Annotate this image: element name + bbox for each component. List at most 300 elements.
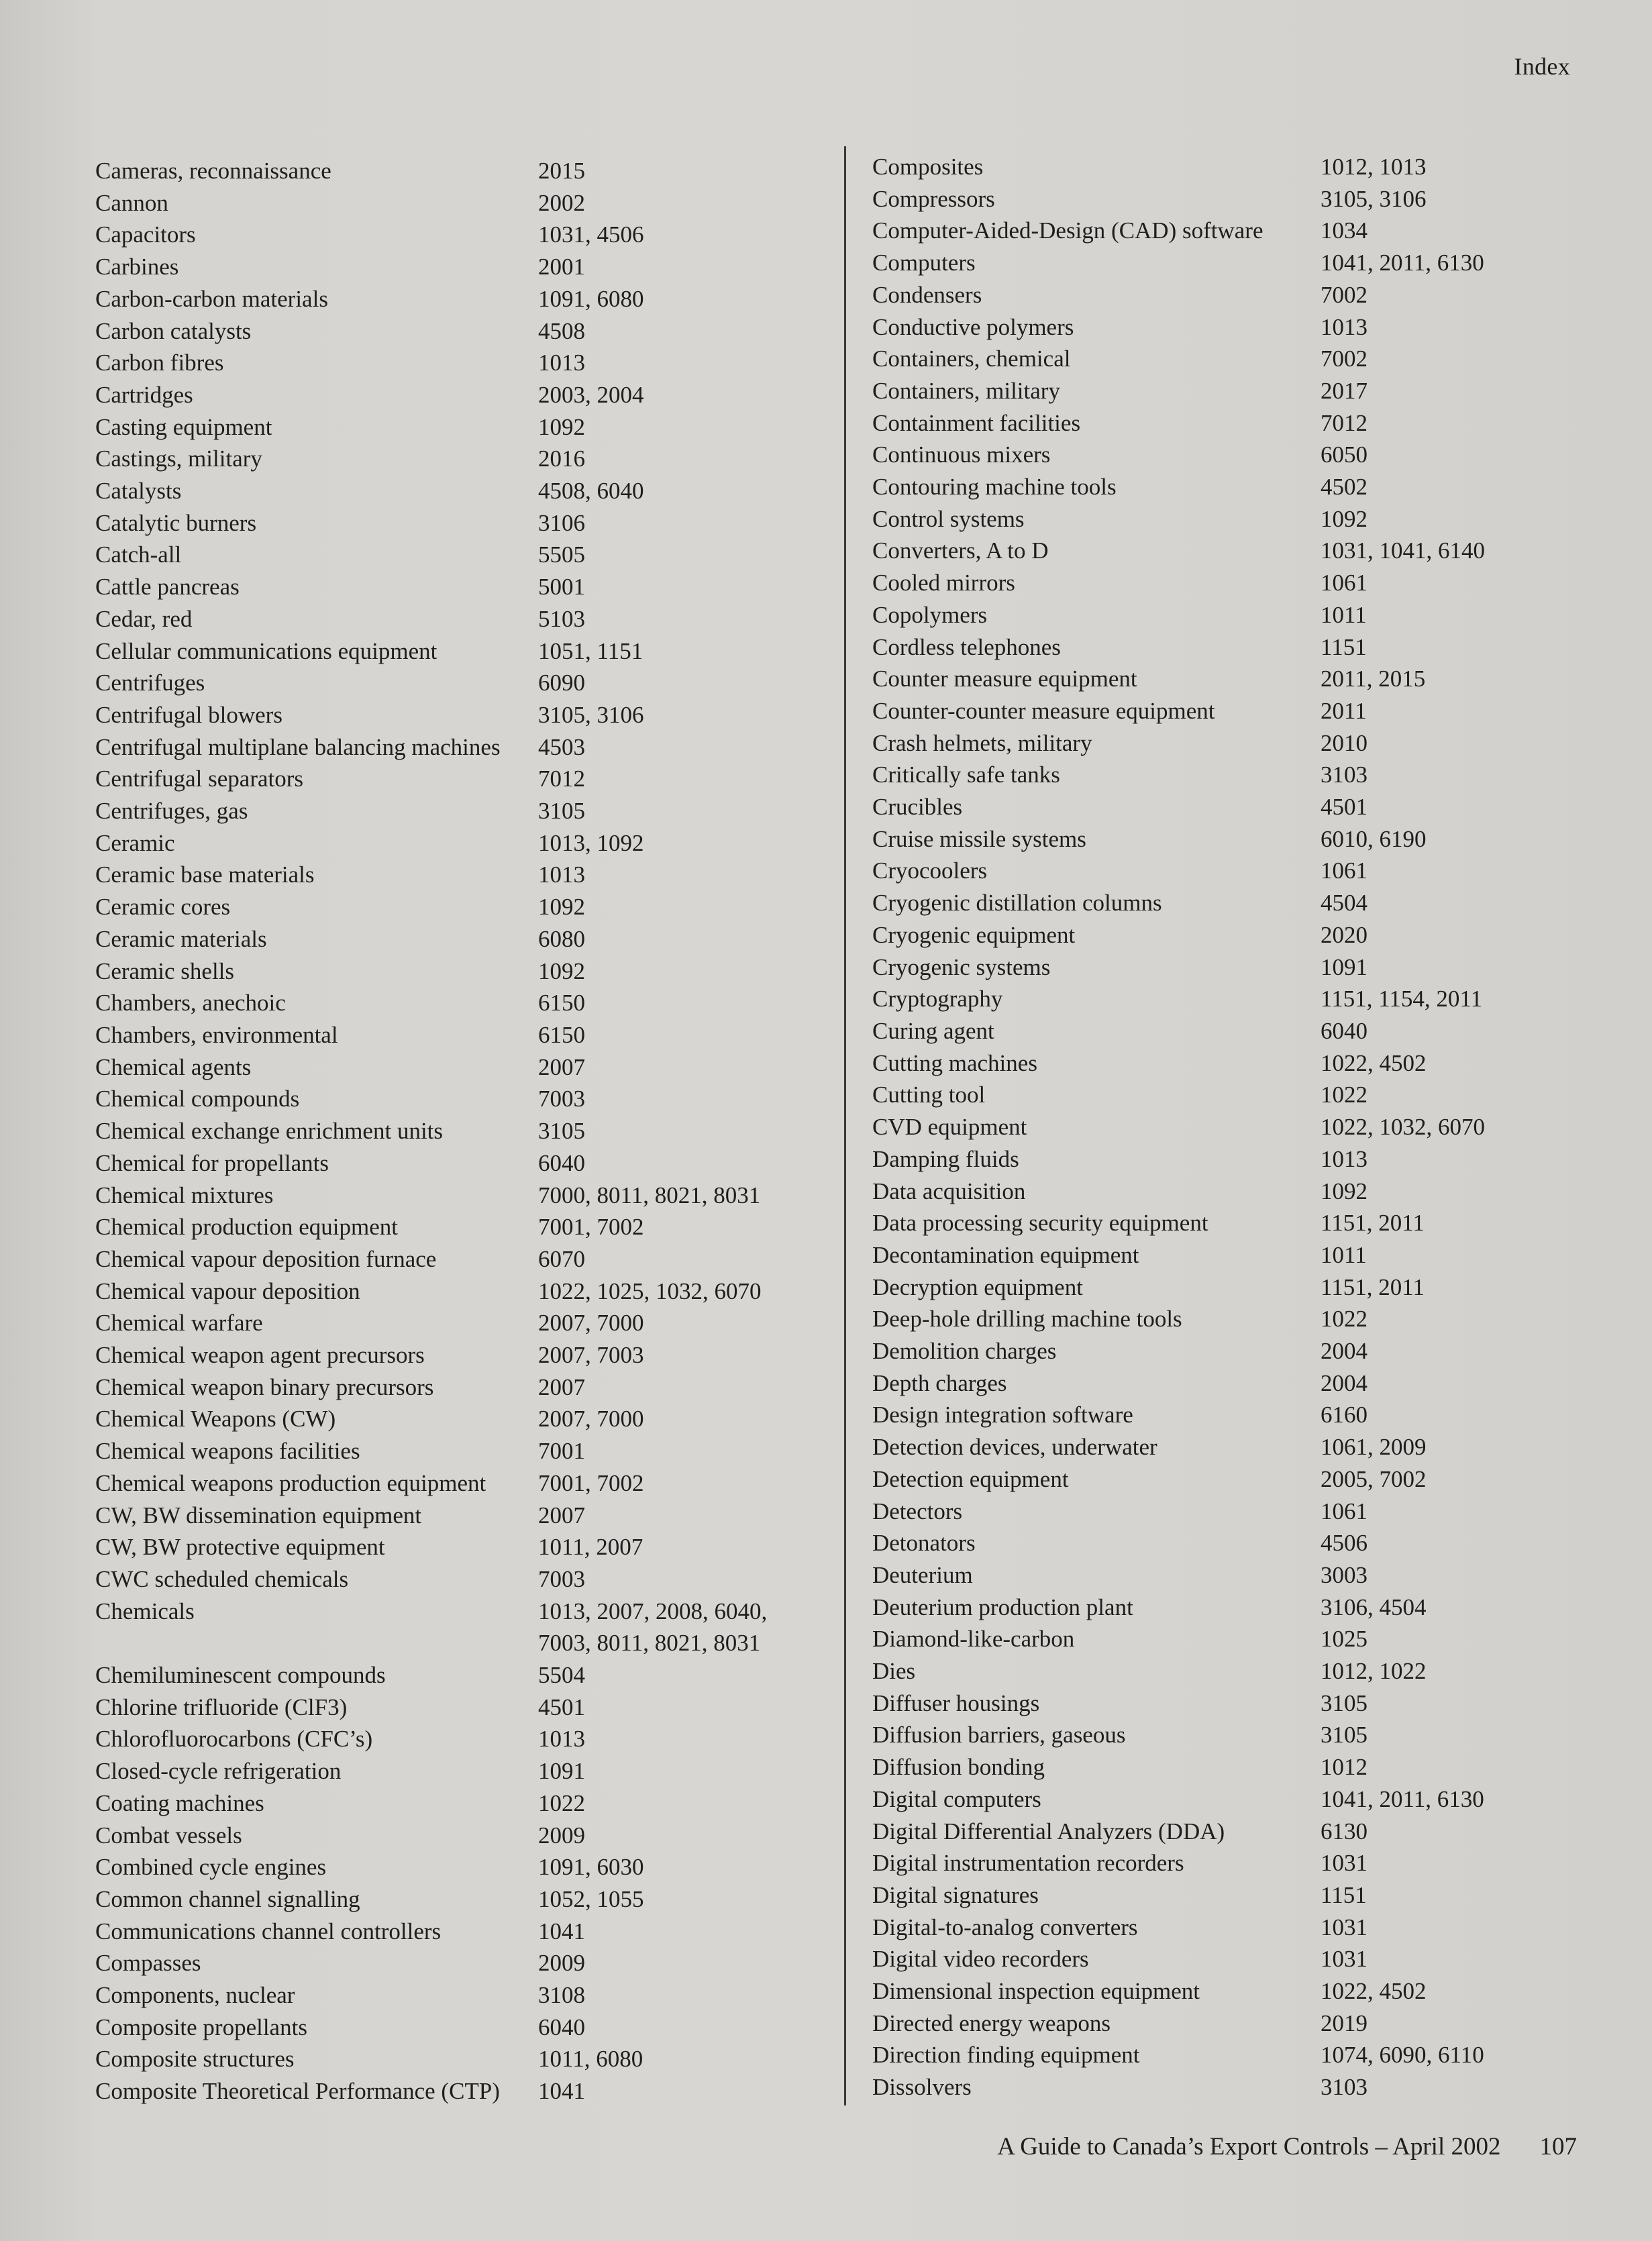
index-term: Digital video recorders bbox=[872, 1946, 1089, 1973]
control-list-codes: 1041 bbox=[538, 2078, 585, 2105]
page-number: 107 bbox=[1539, 2133, 1577, 2160]
index-term: Control systems bbox=[872, 505, 1025, 532]
index-entry bbox=[95, 347, 820, 379]
index-entry bbox=[872, 151, 1584, 183]
control-list-codes: 2004 bbox=[1321, 1338, 1367, 1365]
index-term: Counter-counter measure equipment bbox=[872, 697, 1215, 724]
index-term: Detectors bbox=[872, 1498, 963, 1524]
index-entry bbox=[872, 855, 1584, 887]
index-term: Ceramic base materials bbox=[95, 862, 315, 888]
index-entry bbox=[95, 1947, 820, 1979]
index-entry bbox=[872, 1496, 1584, 1528]
index-term: Cartridges bbox=[95, 381, 193, 408]
control-list-codes: 3105, 3106 bbox=[1321, 185, 1427, 212]
control-list-codes: 6040 bbox=[1321, 1017, 1367, 1044]
index-entry bbox=[872, 407, 1584, 439]
index-term: Casting equipment bbox=[95, 413, 272, 440]
index-term: Design integration software bbox=[872, 1402, 1133, 1428]
index-entry bbox=[95, 923, 820, 955]
page-footer bbox=[997, 2132, 1577, 2161]
index-entry bbox=[872, 1655, 1584, 1687]
index-entry bbox=[872, 1367, 1584, 1400]
index-term: Deep-hole drilling machine tools bbox=[872, 1306, 1182, 1333]
index-term: Chemical agents bbox=[95, 1053, 252, 1080]
control-list-codes: 2004 bbox=[1321, 1369, 1367, 1396]
index-entry bbox=[872, 375, 1584, 407]
control-list-codes: 7002 bbox=[1321, 281, 1367, 308]
control-list-codes: 2005, 7002 bbox=[1321, 1465, 1427, 1492]
control-list-codes: 1013 bbox=[538, 1726, 585, 1753]
index-entry bbox=[872, 1912, 1584, 1944]
index-entry bbox=[872, 1816, 1584, 1848]
index-entry bbox=[95, 1563, 820, 1596]
index-term: Diamond-like-carbon bbox=[872, 1626, 1075, 1653]
publication-title: A Guide to Canada’s Export Controls – April 2002 bbox=[997, 2133, 1501, 2160]
control-list-codes: 4506 bbox=[1321, 1530, 1367, 1557]
control-list-codes: 1092 bbox=[538, 957, 585, 984]
index-term: Converters, A to D bbox=[872, 537, 1049, 564]
index-term: Ceramic materials bbox=[95, 925, 267, 952]
control-list-codes: 2007 bbox=[538, 1502, 585, 1528]
index-entry bbox=[872, 1975, 1584, 2008]
control-list-codes: 1013 bbox=[1321, 1145, 1367, 1172]
index-entry bbox=[95, 1243, 820, 1275]
index-term: Composite propellants bbox=[95, 2014, 307, 2040]
index-term: Carbines bbox=[95, 254, 179, 280]
index-entry bbox=[872, 1463, 1584, 1496]
index-entry bbox=[872, 1879, 1584, 1912]
control-list-codes: 3105 bbox=[1321, 1689, 1367, 1716]
index-term: Detection equipment bbox=[872, 1465, 1069, 1492]
index-entry bbox=[95, 539, 820, 571]
index-entry bbox=[95, 859, 820, 891]
control-list-codes: 5103 bbox=[538, 605, 585, 632]
index-entry bbox=[872, 1047, 1584, 1080]
index-term: Directed energy weapons bbox=[872, 2010, 1111, 2036]
control-list-codes: 1022 bbox=[538, 1789, 585, 1816]
index-entry bbox=[95, 731, 820, 764]
index-entry bbox=[872, 1111, 1584, 1143]
index-term: Composite Theoretical Performance (CTP) bbox=[95, 2078, 500, 2105]
control-list-codes: 1052, 1055 bbox=[538, 1885, 644, 1912]
control-list-codes: 1022 bbox=[1321, 1082, 1367, 1108]
index-term: Cannon bbox=[95, 189, 168, 216]
control-list-codes: 1151, 2011 bbox=[1321, 1273, 1425, 1300]
control-list-codes: 2020 bbox=[1321, 921, 1367, 948]
index-entry bbox=[872, 727, 1584, 760]
index-term: Digital Differential Analyzers (DDA) bbox=[872, 1818, 1225, 1844]
index-column-left bbox=[95, 155, 820, 2107]
control-list-codes: 3003 bbox=[1321, 1561, 1367, 1588]
control-list-codes: 3103 bbox=[1321, 2074, 1367, 2101]
index-entry bbox=[872, 1271, 1584, 1304]
control-list-codes: 6150 bbox=[538, 1021, 585, 1048]
control-list-codes: 7001, 7002 bbox=[538, 1469, 644, 1496]
index-entry bbox=[95, 667, 820, 699]
index-entry bbox=[95, 507, 820, 539]
index-term: Centrifugal multiplane balancing machines bbox=[95, 733, 501, 760]
index-term: Data processing security equipment bbox=[872, 1210, 1208, 1237]
index-term: Data acquisition bbox=[872, 1178, 1026, 1204]
index-entry bbox=[95, 1820, 820, 1852]
control-list-codes: 1022, 1025, 1032, 6070 bbox=[538, 1278, 762, 1304]
index-term: CWC scheduled chemicals bbox=[95, 1565, 349, 1592]
index-entry bbox=[95, 283, 820, 315]
control-list-codes: 1011, 6080 bbox=[538, 2046, 643, 2073]
index-term: Chemical compounds bbox=[95, 1086, 300, 1112]
index-term: Dies bbox=[872, 1658, 916, 1685]
index-term: Chemical mixtures bbox=[95, 1182, 274, 1208]
index-entry bbox=[872, 1751, 1584, 1783]
index-entry bbox=[872, 247, 1584, 279]
index-entry bbox=[95, 2075, 820, 2107]
control-list-codes: 6130 bbox=[1321, 1818, 1367, 1844]
control-list-codes: 2003, 2004 bbox=[538, 381, 644, 408]
index-entry bbox=[95, 1211, 820, 1243]
index-term: Containers, chemical bbox=[872, 346, 1071, 372]
index-entry bbox=[872, 2039, 1584, 2071]
control-list-codes: 6090 bbox=[538, 670, 585, 696]
control-list-codes: 1022, 4502 bbox=[1321, 1978, 1427, 2005]
control-list-codes: 2007, 7000 bbox=[538, 1310, 644, 1337]
index-entry bbox=[872, 1527, 1584, 1559]
index-entry bbox=[872, 215, 1584, 247]
index-term: Crucibles bbox=[872, 794, 963, 821]
index-term: Chemical weapon binary precursors bbox=[95, 1373, 434, 1400]
control-list-codes: 1011 bbox=[1321, 1241, 1367, 1268]
control-list-codes: 1091 bbox=[1321, 953, 1367, 980]
index-term: Damping fluids bbox=[872, 1145, 1019, 1172]
index-term: Composites bbox=[872, 154, 984, 180]
index-entry bbox=[872, 1303, 1584, 1335]
control-list-codes: 3103 bbox=[1321, 762, 1367, 788]
index-term: Chambers, anechoic bbox=[95, 990, 286, 1017]
control-list-codes: 6070 bbox=[538, 1245, 585, 1272]
running-header: Index bbox=[1514, 53, 1570, 80]
index-term: Direction finding equipment bbox=[872, 2042, 1140, 2069]
index-entry bbox=[95, 827, 820, 859]
control-list-codes: 1092 bbox=[538, 413, 585, 440]
index-entry bbox=[95, 1275, 820, 1308]
control-list-codes: 2017 bbox=[1321, 377, 1367, 404]
control-list-codes: 1013, 2007, 2008, 6040, 7003, 8011, 8021, 8031 bbox=[538, 1598, 768, 1657]
control-list-codes: 2011, 2015 bbox=[1321, 666, 1426, 692]
index-term: Catalysts bbox=[95, 478, 182, 505]
index-term: Deuterium production plant bbox=[872, 1594, 1133, 1620]
index-entry bbox=[95, 1979, 820, 2012]
index-term: Chemiluminescent compounds bbox=[95, 1662, 386, 1689]
control-list-codes: 6040 bbox=[538, 1149, 585, 1176]
index-term: Combat vessels bbox=[95, 1822, 242, 1848]
index-entry bbox=[95, 1883, 820, 1916]
index-term: Ceramic cores bbox=[95, 894, 231, 921]
control-list-codes: 3106 bbox=[538, 509, 585, 536]
index-term: Crash helmets, military bbox=[872, 729, 1092, 756]
index-term: Composite structures bbox=[95, 2046, 295, 2073]
index-entry bbox=[95, 251, 820, 283]
control-list-codes: 4504 bbox=[1321, 890, 1367, 917]
index-entry bbox=[95, 1851, 820, 1883]
control-list-codes: 6050 bbox=[1321, 441, 1367, 468]
index-term: Counter measure equipment bbox=[872, 666, 1137, 692]
index-entry bbox=[872, 1431, 1584, 1463]
index-entry bbox=[95, 1596, 820, 1659]
control-list-codes: 2007, 7003 bbox=[538, 1342, 644, 1369]
index-entry bbox=[95, 1500, 820, 1532]
index-entry bbox=[872, 631, 1584, 664]
index-entry bbox=[872, 1176, 1584, 1208]
control-list-codes: 1022, 4502 bbox=[1321, 1049, 1427, 1076]
index-term: Containers, military bbox=[872, 377, 1060, 404]
index-term: Chemical production equipment bbox=[95, 1214, 399, 1241]
control-list-codes: 1022 bbox=[1321, 1306, 1367, 1333]
index-term: CVD equipment bbox=[872, 1114, 1027, 1141]
control-list-codes: 1013 bbox=[1321, 313, 1367, 340]
index-entry bbox=[95, 1787, 820, 1820]
control-list-codes: 1031 bbox=[1321, 1850, 1367, 1877]
control-list-codes: 6010, 6190 bbox=[1321, 825, 1427, 852]
index-term: Carbon fibres bbox=[95, 350, 224, 376]
index-term: Cryocoolers bbox=[872, 857, 988, 884]
index-entry bbox=[95, 219, 820, 251]
index-entry bbox=[95, 1723, 820, 1755]
index-term: Cordless telephones bbox=[872, 633, 1061, 660]
index-column-right bbox=[872, 151, 1584, 2103]
control-list-codes: 1025 bbox=[1321, 1626, 1367, 1653]
index-entry bbox=[872, 503, 1584, 535]
control-list-codes: 7002 bbox=[1321, 346, 1367, 372]
index-entry bbox=[95, 635, 820, 668]
control-list-codes: 4503 bbox=[538, 733, 585, 760]
index-term: Contouring machine tools bbox=[872, 474, 1117, 501]
index-entry bbox=[95, 1916, 820, 1948]
control-list-codes: 1041 bbox=[538, 1918, 585, 1944]
index-term: Centrifuges, gas bbox=[95, 798, 248, 825]
index-entry bbox=[872, 791, 1584, 823]
index-entry bbox=[95, 1115, 820, 1147]
index-entry bbox=[95, 1371, 820, 1404]
index-entry bbox=[95, 891, 820, 923]
index-term: Compasses bbox=[95, 1950, 201, 1977]
index-entry bbox=[872, 2071, 1584, 2103]
control-list-codes: 1012 bbox=[1321, 1754, 1367, 1781]
index-term: Cryogenic systems bbox=[872, 953, 1051, 980]
index-term: Critically safe tanks bbox=[872, 762, 1060, 788]
control-list-codes: 1151 bbox=[1321, 633, 1367, 660]
index-entry bbox=[95, 955, 820, 988]
index-term: Chemical weapons production equipment bbox=[95, 1469, 486, 1496]
control-list-codes: 1151 bbox=[1321, 1881, 1367, 1908]
control-list-codes: 1013 bbox=[538, 350, 585, 376]
control-list-codes: 1031, 1041, 6140 bbox=[1321, 537, 1485, 564]
index-term: Deuterium bbox=[872, 1561, 973, 1588]
control-list-codes: 6080 bbox=[538, 925, 585, 952]
control-list-codes: 1092 bbox=[1321, 505, 1367, 532]
index-entry bbox=[95, 411, 820, 444]
index-term: Cameras, reconnaissance bbox=[95, 158, 331, 184]
control-list-codes: 1151, 2011 bbox=[1321, 1210, 1425, 1237]
index-term: Cattle pancreas bbox=[95, 574, 240, 601]
index-term: Components, nuclear bbox=[95, 1982, 295, 2009]
index-term: Conductive polymers bbox=[872, 313, 1074, 340]
control-list-codes: 1041, 2011, 6130 bbox=[1321, 250, 1484, 276]
control-list-codes: 4508, 6040 bbox=[538, 478, 644, 505]
index-entry bbox=[95, 379, 820, 411]
control-list-codes: 3105 bbox=[1321, 1722, 1367, 1749]
index-term: Carbon-carbon materials bbox=[95, 285, 328, 312]
column-divider bbox=[844, 146, 846, 2105]
control-list-codes: 7000, 8011, 8021, 8031 bbox=[538, 1182, 761, 1208]
index-entry bbox=[872, 1719, 1584, 1751]
control-list-codes: 7001 bbox=[538, 1438, 585, 1465]
index-term: Cryogenic equipment bbox=[872, 921, 1076, 948]
index-term: Chemical vapour deposition furnace bbox=[95, 1245, 437, 1272]
index-term: Ceramic bbox=[95, 829, 175, 856]
control-list-codes: 3105 bbox=[538, 1118, 585, 1145]
index-term: Chemical for propellants bbox=[95, 1149, 329, 1176]
index-entry bbox=[95, 699, 820, 731]
index-entry bbox=[872, 887, 1584, 919]
control-list-codes: 1034 bbox=[1321, 217, 1367, 244]
index-term: Communications channel controllers bbox=[95, 1918, 442, 1944]
index-term: Depth charges bbox=[872, 1369, 1007, 1396]
index-term: Ceramic shells bbox=[95, 957, 235, 984]
index-term: Centrifuges bbox=[95, 670, 205, 696]
control-list-codes: 1012, 1013 bbox=[1321, 154, 1427, 180]
index-entry bbox=[872, 1143, 1584, 1176]
index-entry bbox=[872, 1559, 1584, 1592]
index-entry bbox=[95, 795, 820, 827]
index-term: Condensers bbox=[872, 281, 982, 308]
control-list-codes: 1074, 6090, 6110 bbox=[1321, 2042, 1484, 2069]
control-list-codes: 1022, 1032, 6070 bbox=[1321, 1114, 1485, 1141]
index-entry bbox=[872, 439, 1584, 471]
index-term: Containment facilities bbox=[872, 409, 1081, 436]
index-term: Cutting machines bbox=[872, 1049, 1037, 1076]
index-entry bbox=[872, 471, 1584, 503]
index-entry bbox=[872, 535, 1584, 567]
index-term: Cryogenic distillation columns bbox=[872, 890, 1162, 917]
index-term: Castings, military bbox=[95, 446, 262, 472]
index-term: Coating machines bbox=[95, 1789, 264, 1816]
index-entry bbox=[872, 1335, 1584, 1367]
index-entry bbox=[95, 1051, 820, 1084]
index-term: Computer-Aided-Design (CAD) software bbox=[872, 217, 1263, 244]
index-entry bbox=[95, 1307, 820, 1339]
control-list-codes: 5001 bbox=[538, 574, 585, 601]
index-term: CW, BW dissemination equipment bbox=[95, 1502, 422, 1528]
index-term: Capacitors bbox=[95, 221, 196, 248]
control-list-codes: 7003 bbox=[538, 1086, 585, 1112]
index-entry bbox=[95, 603, 820, 635]
control-list-codes: 1041, 2011, 6130 bbox=[1321, 1785, 1484, 1812]
index-term: Centrifugal blowers bbox=[95, 701, 282, 728]
control-list-codes: 2007, 7000 bbox=[538, 1406, 644, 1432]
control-list-codes: 5504 bbox=[538, 1662, 585, 1689]
control-list-codes: 1061 bbox=[1321, 570, 1367, 596]
index-term: Diffuser housings bbox=[872, 1689, 1040, 1716]
index-term: Chlorine trifluoride (ClF3) bbox=[95, 1693, 348, 1720]
index-term: Chemical vapour deposition bbox=[95, 1278, 360, 1304]
control-list-codes: 1091, 6080 bbox=[538, 285, 644, 312]
index-term: Cooled mirrors bbox=[872, 570, 1015, 596]
index-entry bbox=[95, 1180, 820, 1212]
index-term: Cellular communications equipment bbox=[95, 637, 437, 664]
index-term: Decontamination equipment bbox=[872, 1241, 1139, 1268]
index-term: Dimensional inspection equipment bbox=[872, 1978, 1200, 2005]
index-term: Catalytic burners bbox=[95, 509, 257, 536]
index-term: Chemical exchange enrichment units bbox=[95, 1118, 444, 1145]
index-entry bbox=[95, 1435, 820, 1467]
index-entry bbox=[872, 663, 1584, 695]
control-list-codes: 1011, 2007 bbox=[538, 1534, 643, 1561]
index-entry bbox=[872, 919, 1584, 951]
index-entry bbox=[872, 1623, 1584, 1655]
control-list-codes: 2009 bbox=[538, 1822, 585, 1848]
control-list-codes: 3106, 4504 bbox=[1321, 1594, 1427, 1620]
index-entry bbox=[872, 1015, 1584, 1047]
index-entry bbox=[872, 1399, 1584, 1431]
control-list-codes: 1013, 1092 bbox=[538, 829, 644, 856]
index-entry bbox=[872, 1943, 1584, 1975]
index-term: Detonators bbox=[872, 1530, 976, 1557]
index-entry bbox=[872, 279, 1584, 311]
index-term: Curing agent bbox=[872, 1017, 994, 1044]
index-term: Chemical weapons facilities bbox=[95, 1438, 360, 1465]
index-term: Centrifugal separators bbox=[95, 766, 304, 792]
index-entry bbox=[872, 1207, 1584, 1239]
index-term: Decryption equipment bbox=[872, 1273, 1083, 1300]
control-list-codes: 7012 bbox=[538, 766, 585, 792]
index-entry bbox=[872, 695, 1584, 727]
control-list-codes: 1011 bbox=[1321, 601, 1367, 628]
index-entry bbox=[872, 823, 1584, 855]
index-entry bbox=[872, 1847, 1584, 1879]
index-term: Common channel signalling bbox=[95, 1885, 360, 1912]
index-entry bbox=[95, 187, 820, 219]
control-list-codes: 1013 bbox=[538, 862, 585, 888]
index-term: Chemical Weapons (CW) bbox=[95, 1406, 336, 1432]
index-term: Copolymers bbox=[872, 601, 988, 628]
control-list-codes: 7001, 7002 bbox=[538, 1214, 644, 1241]
control-list-codes: 1091, 6030 bbox=[538, 1854, 644, 1881]
index-term: Digital instrumentation recorders bbox=[872, 1850, 1184, 1877]
control-list-codes: 1031 bbox=[1321, 1914, 1367, 1940]
index-entry bbox=[95, 1659, 820, 1691]
index-entry bbox=[95, 1147, 820, 1180]
control-list-codes: 4502 bbox=[1321, 474, 1367, 501]
index-entry bbox=[872, 1239, 1584, 1271]
index-term: Computers bbox=[872, 250, 976, 276]
index-entry bbox=[95, 155, 820, 187]
index-term: Detection devices, underwater bbox=[872, 1434, 1157, 1461]
index-entry bbox=[95, 987, 820, 1019]
index-term: Dissolvers bbox=[872, 2074, 972, 2101]
control-list-codes: 6040 bbox=[538, 2014, 585, 2040]
index-entry bbox=[872, 1592, 1584, 1624]
control-list-codes: 1012, 1022 bbox=[1321, 1658, 1427, 1685]
control-list-codes: 5505 bbox=[538, 541, 585, 568]
index-term: Chlorofluorocarbons (CFC’s) bbox=[95, 1726, 373, 1753]
index-term: Demolition charges bbox=[872, 1338, 1057, 1365]
control-list-codes: 2002 bbox=[538, 189, 585, 216]
index-entry bbox=[872, 2008, 1584, 2040]
index-entry bbox=[95, 1083, 820, 1115]
index-term: Chambers, environmental bbox=[95, 1021, 338, 1048]
index-entry bbox=[95, 1467, 820, 1500]
control-list-codes: 2015 bbox=[538, 158, 585, 184]
index-term: Diffusion bonding bbox=[872, 1754, 1045, 1781]
